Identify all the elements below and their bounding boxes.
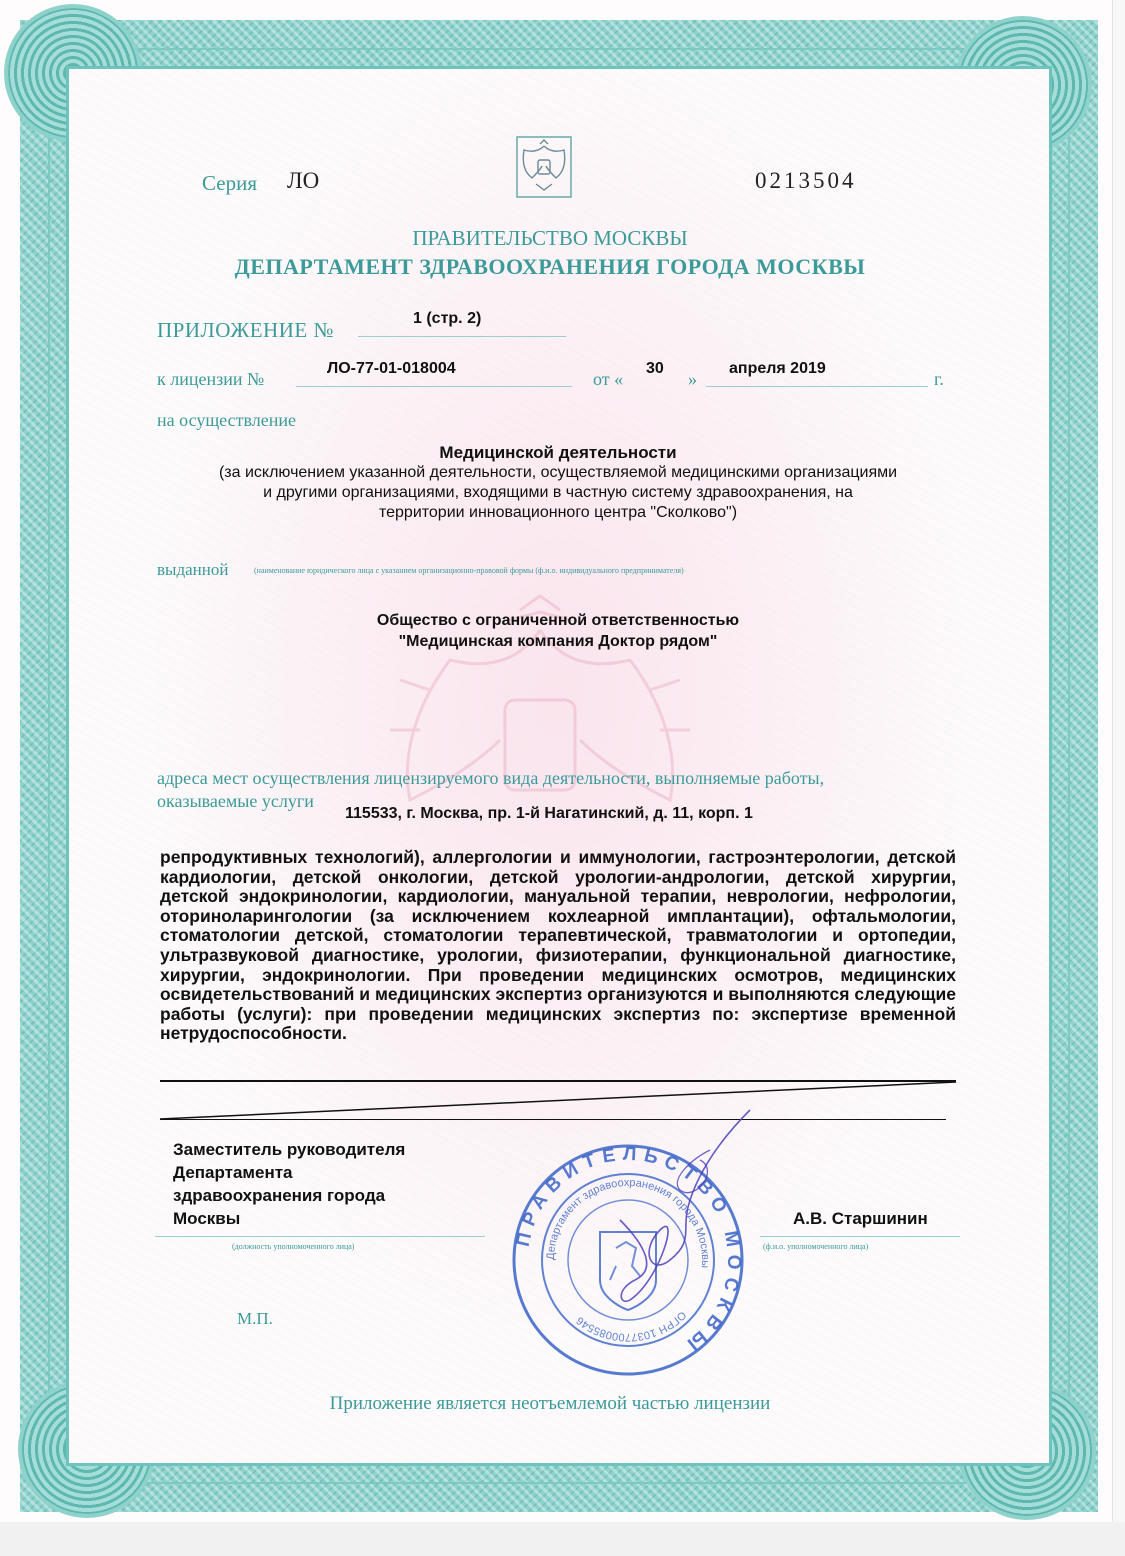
- appendix-number: 1 (стр. 2): [413, 310, 482, 327]
- position-hint: (должность уполномоченного лица): [232, 1242, 355, 1251]
- organization-line-1: Общество с ограниченной ответственностью: [376, 612, 740, 629]
- activity-line-2: и другими организациями, входящими в частную систему здравоохранения, на: [263, 484, 853, 501]
- appendix-label: ПРИЛОЖЕНИЕ №: [157, 318, 334, 342]
- government-title: ПРАВИТЕЛЬСТВО МОСКВЫ: [412, 226, 688, 250]
- series-value: ЛО: [287, 168, 320, 193]
- license-month-year: апреля 2019: [729, 360, 826, 377]
- department-title: ДЕПАРТАМЕНТ ЗДРАВООХРАНЕНИЯ ГОРОДА МОСКВЫ: [234, 254, 866, 279]
- signature-icon: [600, 1100, 760, 1320]
- license-prefix: к лицензии №: [157, 369, 265, 389]
- activity-title: Медицинской деятельности: [439, 443, 677, 462]
- address-label-line-2: оказываемые услуги: [157, 791, 314, 811]
- seal-ogrn-text: ОГРН 1037700085546: [574, 1308, 689, 1344]
- date-open-quote: от «: [593, 369, 624, 389]
- activity-line-3: территории инновационного центра "Сколково"): [378, 504, 738, 521]
- scrollbar-track[interactable]: [1112, 0, 1125, 1522]
- issued-hint: (наименование юридического лица с указанием организационно-правовой формы (ф.и.о. индивидуального предпринимателя): [254, 566, 684, 575]
- activity-line-1: (за исключением указанной деятельности, осуществляемой медицинскими организациями: [218, 464, 898, 481]
- footer-note: Приложение является неотъемлемой частью лицензии: [329, 1393, 771, 1414]
- license-number: ЛО-77-01-018004: [327, 360, 456, 377]
- seal-place-label: М.П.: [237, 1309, 273, 1328]
- activity-description: [150, 463, 966, 523]
- signer-position-line-2: Департамента: [173, 1163, 293, 1182]
- seal-outer-text: ПРАВИТЕЛЬСТВО МОСКВЫ: [512, 1143, 745, 1359]
- activity-label: на осуществление: [157, 410, 296, 430]
- signer-position-line-4: Москвы: [173, 1209, 241, 1228]
- license-date-line: [706, 386, 928, 387]
- signer-position-line-1: Заместитель руководителя: [173, 1140, 406, 1159]
- name-field-line: [760, 1236, 960, 1237]
- signer-position: [173, 1138, 405, 1230]
- services-bottom-rule: [160, 1119, 946, 1120]
- appendix-field-line: [358, 336, 566, 337]
- address-value: 115533, г. Москва, пр. 1-й Нагатинский, д. 11, корп. 1: [345, 805, 753, 822]
- license-number-line: [296, 386, 572, 387]
- license-day: 30: [646, 360, 664, 377]
- date-close-quote: »: [688, 369, 697, 389]
- year-suffix: г.: [934, 369, 944, 389]
- seal-inner-text: Департамент здравоохранения города Москвы: [544, 1176, 712, 1269]
- issued-label: выданной: [157, 560, 229, 579]
- closing-slash-line: [160, 1082, 956, 1122]
- signer-name: А.В. Старшинин: [793, 1209, 928, 1228]
- services-text: репродуктивных технологий), аллергологии и иммунологии, гастроэнтерологии, детской кардиологии, детской онкологии, детской урологии-андрологии, детской хирургии, детской эндокринологии, кардиологии, мануальной терапии, неврологии, нефрологии, оториноларингологии (за исключением кохлеарной имплантации), офтальмологии, стоматологии детской, стоматологии терапевтической, травматологии и ортопедии, ультразвуковой диагностике, урологии, физиотерапии, функциональной диагностике, хирургии, эндокринологии. При проведении медицинских осмотров, медицинских освидетельствований и медицинских экспертиз организуются и выполняются следующие работы (услуги): при проведении медицинских экспертиз по: экспертизе временной нетрудоспособности.: [160, 847, 956, 1044]
- license-serial-number: 0213504: [755, 168, 857, 193]
- name-hint: (ф.и.о. уполномоченного лица): [763, 1242, 869, 1251]
- signer-position-line-3: здравоохранения города: [173, 1186, 386, 1205]
- address-label-line-1: адреса мест осуществления лицензируемого вида деятельности, выполняемые работы,: [157, 768, 825, 788]
- position-field-line: [155, 1236, 485, 1237]
- organization-line-2: "Медицинская компания Доктор рядом": [398, 633, 718, 650]
- series-label: Серия: [202, 171, 257, 195]
- coat-of-arms-icon: [514, 134, 574, 200]
